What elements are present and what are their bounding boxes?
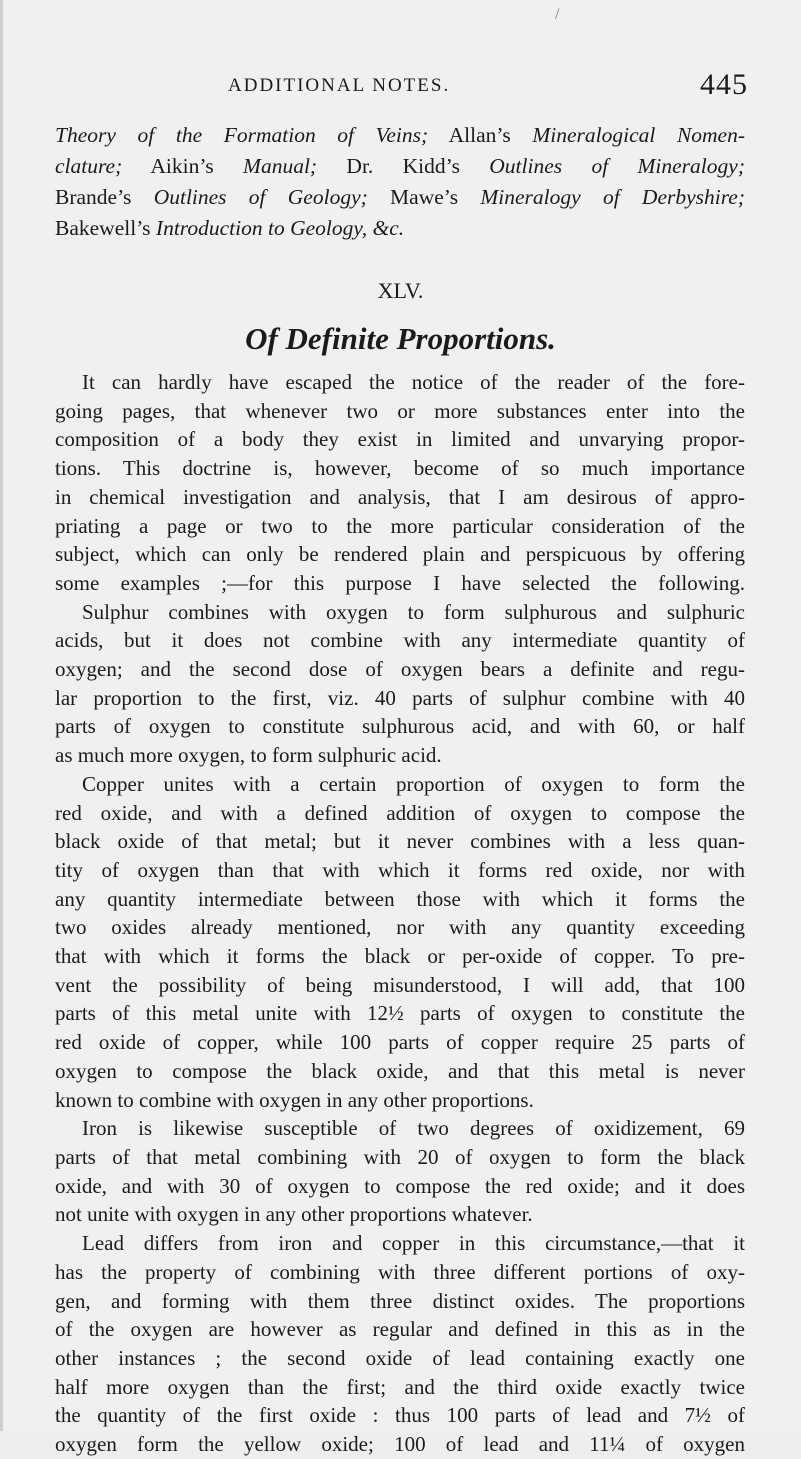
text-line: lar proportion to the first, viz. 40 parts of sulphur combine with 40: [55, 685, 745, 710]
text-line: tions. This doctrine is, however, become of so much importance: [55, 456, 745, 481]
text-line: two oxides already mentioned, nor with any quantity exceeding: [55, 915, 745, 940]
text-line: half more oxygen than the first; and the third oxide exactly twice: [55, 1374, 745, 1399]
text-line: the quantity of the first oxide : thus 100 parts of lead and 7½ of: [55, 1403, 745, 1428]
text-line: has the property of combining with three different portions of oxy-: [55, 1259, 745, 1284]
text-line: as much more oxygen, to form sulphuric acid.: [55, 743, 442, 768]
text-line: tity of oxygen than that with which it forms red oxide, nor with: [55, 857, 745, 882]
text-line: red oxide, and with a defined addition of oxygen to compose the: [55, 800, 745, 825]
page-number: 445: [700, 68, 748, 101]
text-line: composition of a body they exist in limited and unvarying propor-: [55, 427, 745, 452]
text-line: Bakewell’s Introduction to Geology, &c.: [55, 216, 405, 240]
page-edge: [0, 0, 3, 1431]
note-number: XLV.: [377, 278, 424, 303]
text-line: Theory of the Formation of Veins; Allan’s Mineralogical Nomen-: [55, 123, 746, 147]
text-line: red oxide of copper, while 100 parts of copper require 25 parts of: [55, 1030, 745, 1055]
text-line: Copper unites with a certain proportion of oxygen to form the: [82, 771, 745, 796]
text-line: oxygen; and the second dose of oxygen bears a definite and regu-: [55, 657, 745, 682]
text-line: any quantity intermediate between those with which it forms the: [55, 886, 745, 911]
text-line: subject, which can only be rendered plain and perspicuous by offering: [55, 542, 745, 567]
stray-mark: /: [555, 6, 560, 23]
note-title: Of Definite Proportions.: [245, 321, 556, 356]
text-line: priating a page or two to the more particular consideration of the: [55, 513, 745, 538]
text-line: acids, but it does not combine with any intermediate quantity of: [55, 628, 745, 653]
text-line: parts of this metal unite with 12½ parts of oxygen to constitute the: [55, 1001, 745, 1026]
text-line: known to combine with oxygen in any other proportions.: [55, 1087, 534, 1112]
text-line: in chemical investigation and analysis, that I am desirous of appro-: [55, 484, 745, 509]
text-line: It can hardly have escaped the notice of the reader of the fore-: [82, 370, 745, 394]
running-header: ADDITIONAL NOTES.: [228, 75, 451, 96]
text-line: parts of that metal combining with 20 of oxygen to form the black: [55, 1144, 745, 1169]
text-line: not unite with oxygen in any other proportions whatever.: [55, 1202, 533, 1227]
text-line: oxygen to compose the black oxide, and that this metal is never: [55, 1058, 745, 1083]
text-line: Iron is likewise susceptible of two degrees of oxidizement, 69: [82, 1116, 745, 1141]
text-line: oxygen form the yellow oxide; 100 of lead and 11¼ of oxygen: [55, 1432, 745, 1457]
text-line: vent the possibility of being misunderstood, I will add, that 100: [55, 972, 745, 997]
text-line: that with which it forms the black or per-oxide of copper. To pre-: [55, 944, 745, 969]
text-line: other instances ; the second oxide of lead containing exactly one: [55, 1345, 745, 1370]
text-line: gen, and forming with them three distinct oxides. The proportions: [55, 1288, 745, 1313]
references-paragraph: [55, 120, 745, 244]
text-line: Sulphur combines with oxygen to form sulphurous and sulphuric: [82, 599, 745, 624]
body-text: [55, 368, 745, 1459]
text-line: oxide, and with 30 of oxygen to compose the red oxide; and it does: [55, 1173, 745, 1198]
text-line: of the oxygen are however as regular and defined in this as in the: [55, 1317, 745, 1342]
text-line: Brande’s Outlines of Geology; Mawe’s Mineralogy of Derbyshire;: [55, 185, 746, 209]
text-line: black oxide of that metal; but it never combines with a less quan-: [55, 829, 745, 854]
text-line: parts of oxygen to constitute sulphurous acid, and with 60, or half: [55, 714, 745, 739]
text-line: Lead differs from iron and copper in this circumstance,—that it: [82, 1231, 745, 1256]
text-line: some examples ;—for this purpose I have selected the following.: [55, 570, 745, 595]
text-line: going pages, that whenever two or more substances enter into the: [55, 398, 745, 423]
text-line: clature; Aikin’s Manual; Dr. Kidd’s Outlines of Mineralogy;: [55, 154, 745, 178]
